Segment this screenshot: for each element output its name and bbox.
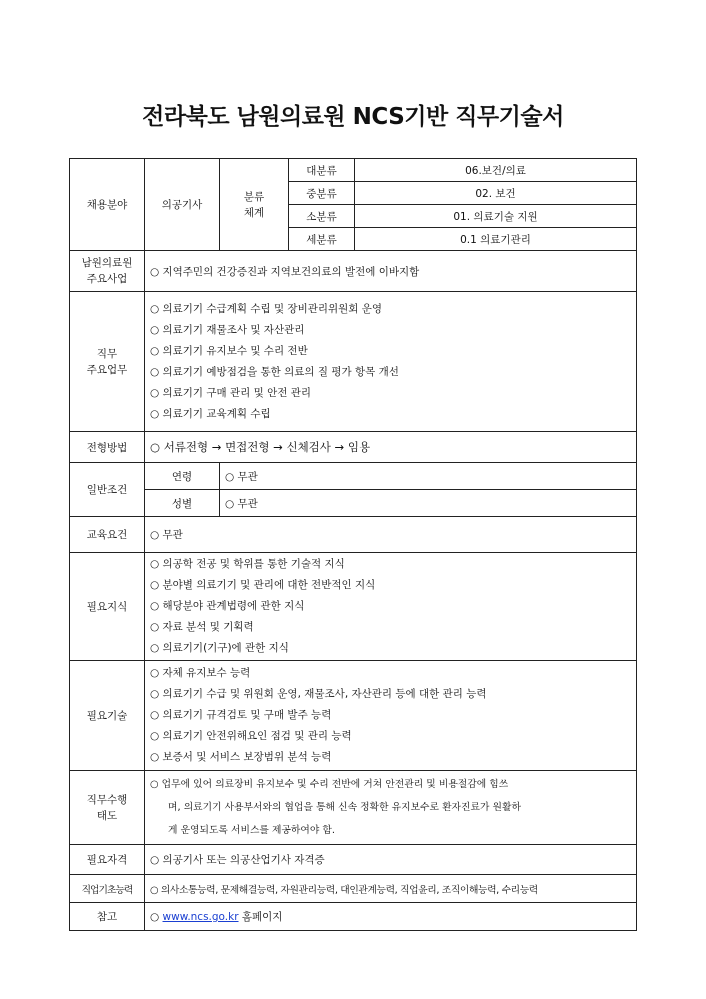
age-value: ○ 무관: [220, 463, 637, 490]
class-detail-value: 0.1 의료기관리: [355, 228, 637, 251]
process-text: ○ 서류전형 → 면접전형 → 신체검사 → 임용: [145, 432, 637, 463]
job-description-table: [69, 158, 637, 931]
class-middle-label: 중분류: [289, 182, 355, 205]
basic-ability-text: ○ 의사소통능력, 문제해결능력, 자원관리능력, 대인관계능력, 직업윤리, 조직이해능력, 수리능력: [145, 875, 637, 903]
recruit-field-value: 의공기사: [145, 159, 220, 251]
reference-text: ○ www.ncs.go.kr 홈페이지: [145, 903, 637, 931]
knowledge-list: [145, 553, 637, 661]
class-minor-value: 01. 의료기술 지원: [355, 205, 637, 228]
list-item: ○ 자료 분석 및 기획력: [150, 621, 254, 633]
list-item: ○ 분야별 의료기기 및 관리에 대한 전반적인 지식: [150, 579, 376, 591]
class-middle-value: 02. 보건: [355, 182, 637, 205]
reference-label: 참고: [70, 903, 145, 931]
business-label: 남원의료원 주요사업: [70, 251, 145, 292]
list-item: ○ 의료기기 수급계획 수립 및 장비관리위원회 운영: [150, 302, 383, 315]
sex-value: ○ 무관: [220, 490, 637, 517]
main-duty-list: [145, 292, 637, 432]
process-label: 전형방법: [70, 432, 145, 463]
business-text: ○ 지역주민의 건강증진과 지역보건의료의 발전에 이바지함: [145, 251, 637, 292]
attitude-label: 직무수행 태도: [70, 771, 145, 845]
education-text: ○ 무관: [145, 517, 637, 553]
list-item: ○ 해당분야 관계법령에 관한 지식: [150, 600, 305, 612]
education-label: 교육요건: [70, 517, 145, 553]
class-minor-label: 소분류: [289, 205, 355, 228]
attitude-text: ○ 업무에 있어 의료장비 유지보수 및 수리 전반에 거쳐 안전관리 및 비용절감에 힘쓰 며, 의료기기 사용부서와의 협업을 통해 신속 정확한 유지보수로 환자진료가 원활하 게 운영되도록 서비스를 제공하여야 함.: [145, 771, 637, 845]
list-item: ○ 의료기기 규격검토 및 구매 발주 능력: [150, 709, 332, 721]
class-major-value: 06.보건/의료: [355, 159, 637, 182]
list-item: ○ 의료기기 재물조사 및 자산관리: [150, 323, 305, 336]
list-item: ○ 보증서 및 서비스 보장범위 분석 능력: [150, 751, 332, 763]
list-item: ○ 의료기기 구매 관리 및 안전 관리: [150, 386, 312, 399]
list-item: ○ 의료기기(기구)에 관한 지식: [150, 642, 289, 654]
list-item: ○ 의료기기 수급 및 위원회 운영, 재물조사, 자산관리 등에 대한 관리 능력: [150, 688, 487, 700]
skills-list: [145, 661, 637, 771]
list-item: ○ 의공학 전공 및 학위를 통한 기술적 지식: [150, 558, 345, 570]
age-label: 연령: [145, 463, 220, 490]
license-text: ○ 의공기사 또는 의공산업기사 자격증: [145, 845, 637, 875]
main-duty-label: 직무 주요업무: [70, 292, 145, 432]
list-item: ○ 의료기기 안전위해요인 점검 및 관리 능력: [150, 730, 352, 742]
list-item: ○ 의료기기 예방점검을 통한 의료의 질 평가 항목 개선: [150, 365, 399, 378]
recruit-field-label: 채용분야: [70, 159, 145, 251]
skills-label: 필요기술: [70, 661, 145, 771]
list-item: ○ 의료기기 교육계획 수립: [150, 407, 271, 420]
classification-label: 분류 체계: [220, 159, 289, 251]
page-title: 전라북도 남원의료원 NCS기반 직무기술서: [142, 104, 564, 130]
ncs-website-link[interactable]: www.ncs.go.kr: [162, 911, 239, 923]
list-item: ○ 의료기기 유지보수 및 수리 전반: [150, 344, 308, 357]
class-major-label: 대분류: [289, 159, 355, 182]
general-label: 일반조건: [70, 463, 145, 517]
knowledge-label: 필요지식: [70, 553, 145, 661]
basic-ability-label: 직업기초능력: [70, 875, 145, 903]
class-detail-label: 세분류: [289, 228, 355, 251]
sex-label: 성별: [145, 490, 220, 517]
list-item: ○ 자체 유지보수 능력: [150, 667, 251, 679]
license-label: 필요자격: [70, 845, 145, 875]
